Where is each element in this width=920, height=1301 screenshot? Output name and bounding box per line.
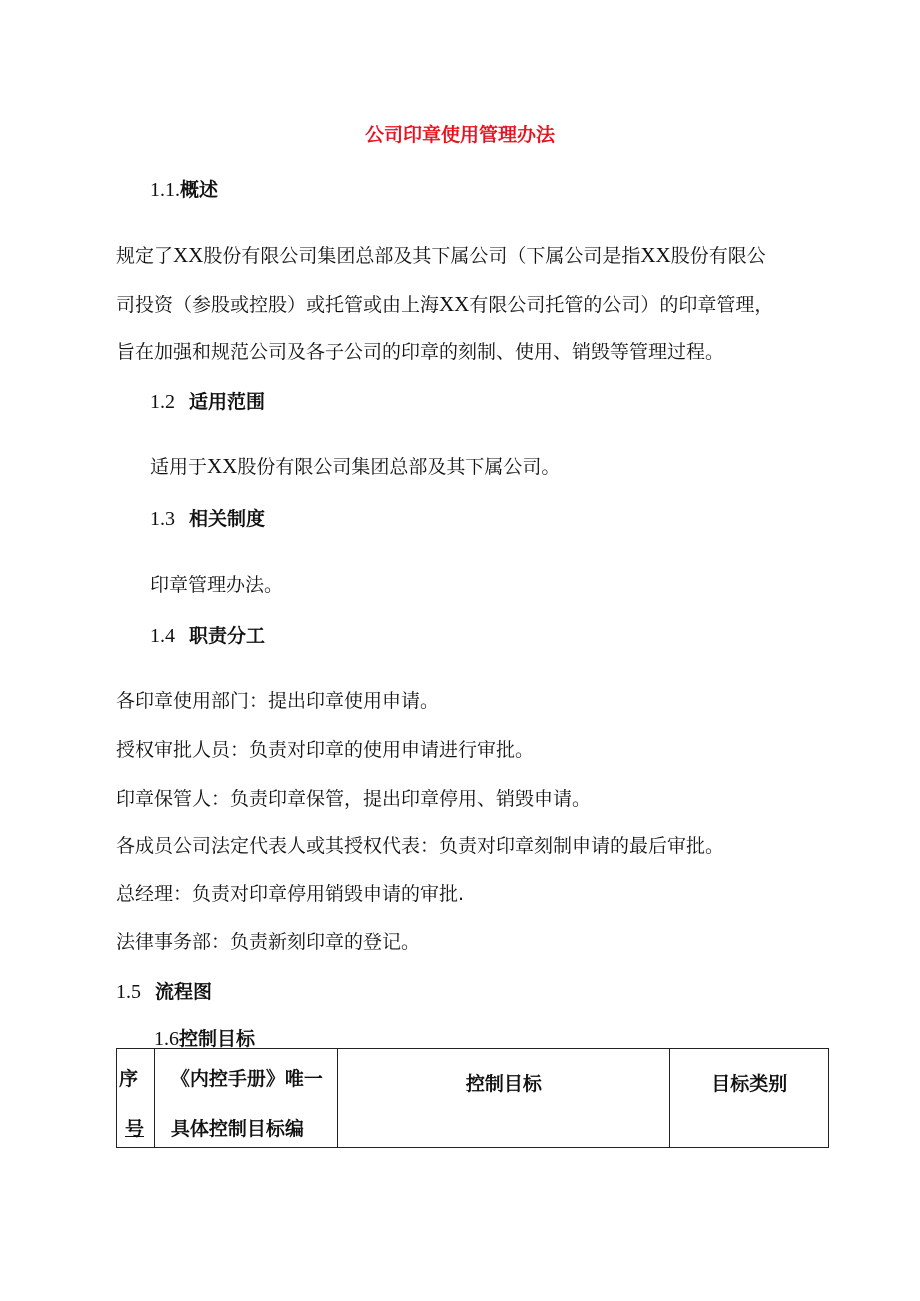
duty-item: 各成员公司法定代表人或其授权代表：负责对印章刻制申请的最后审批。 — [116, 835, 725, 857]
section-number: 1.1. — [150, 179, 180, 201]
text: 有限公司托管的公司）的印章管理， — [469, 294, 774, 316]
text: 股份有限公 — [670, 245, 766, 267]
section-1-1-heading — [150, 175, 218, 202]
section-1-5-heading — [116, 977, 212, 1004]
duty-item: 各印章使用部门：提出印章使用申请。 — [116, 690, 440, 712]
section-1-2-heading — [150, 387, 265, 414]
overview-line-2 — [116, 290, 773, 317]
cell-content — [155, 1049, 337, 1147]
text: XX — [640, 243, 671, 267]
table-header-row — [117, 1049, 829, 1148]
duty-item: 总经理：负责对印章停用销毁申请的审批. — [116, 883, 465, 905]
duty-item: 法律事务部：负责新刻印章的登记。 — [116, 931, 421, 953]
duty-item: 授权审批人员：负责对印章的使用申请进行审批。 — [116, 739, 535, 761]
section-number: 1.2 — [150, 391, 175, 413]
section-title: 职责分工 — [189, 625, 266, 647]
text: XX — [207, 454, 238, 478]
header-text: 号 — [125, 1118, 145, 1140]
header-cell-code — [154, 1049, 337, 1148]
header-cell-category: 目标类别 — [670, 1049, 829, 1148]
overview-line-3: 旨在加强和规范公司及各子公司的印章的刻制、使用、销毁等管理过程。 — [116, 341, 725, 363]
text: XX — [439, 292, 470, 316]
scope-paragraph — [150, 452, 560, 479]
text: 股份有限公司集团总部及其下属公司（下属公司是指 — [203, 245, 641, 267]
text: 规定了 — [116, 245, 174, 267]
text: 股份有限公司集团总部及其下属公司。 — [237, 456, 561, 478]
header-text: 序 — [119, 1068, 139, 1090]
section-1-6-heading — [154, 1024, 255, 1051]
header-text: 《内控手册》唯一 — [170, 1068, 323, 1090]
section-1-4-heading — [150, 621, 265, 648]
text: 司投资（参股或控股）或托管或由上海 — [116, 294, 440, 316]
section-number: 1.6 — [154, 1028, 179, 1050]
text: XX — [173, 243, 204, 267]
section-number: 1.5 — [116, 981, 141, 1003]
header-cell-serial — [117, 1049, 155, 1148]
related-rules-paragraph: 印章管理办法。 — [150, 574, 284, 596]
overview-line-1 — [116, 241, 766, 268]
section-title: 相关制度 — [189, 508, 266, 530]
header-cell-objective: 控制目标 — [338, 1049, 670, 1148]
document-title: 公司印章使用管理办法 — [364, 124, 555, 146]
header-text: 具体控制目标编 — [170, 1118, 304, 1140]
section-number: 1.3 — [150, 508, 175, 530]
section-title: 流程图 — [155, 981, 213, 1003]
section-title: 适用范围 — [189, 391, 266, 413]
section-1-3-heading — [150, 504, 265, 531]
section-title: 概述 — [180, 179, 219, 201]
cell-content — [117, 1049, 154, 1147]
control-objectives-table — [116, 1048, 829, 1148]
duty-item: 印章保管人：负责印章保管，提出印章停用、销毁申请。 — [116, 788, 592, 810]
text: 适用于 — [150, 456, 208, 478]
section-number: 1.4 — [150, 625, 175, 647]
section-title: 控制目标 — [179, 1028, 256, 1050]
